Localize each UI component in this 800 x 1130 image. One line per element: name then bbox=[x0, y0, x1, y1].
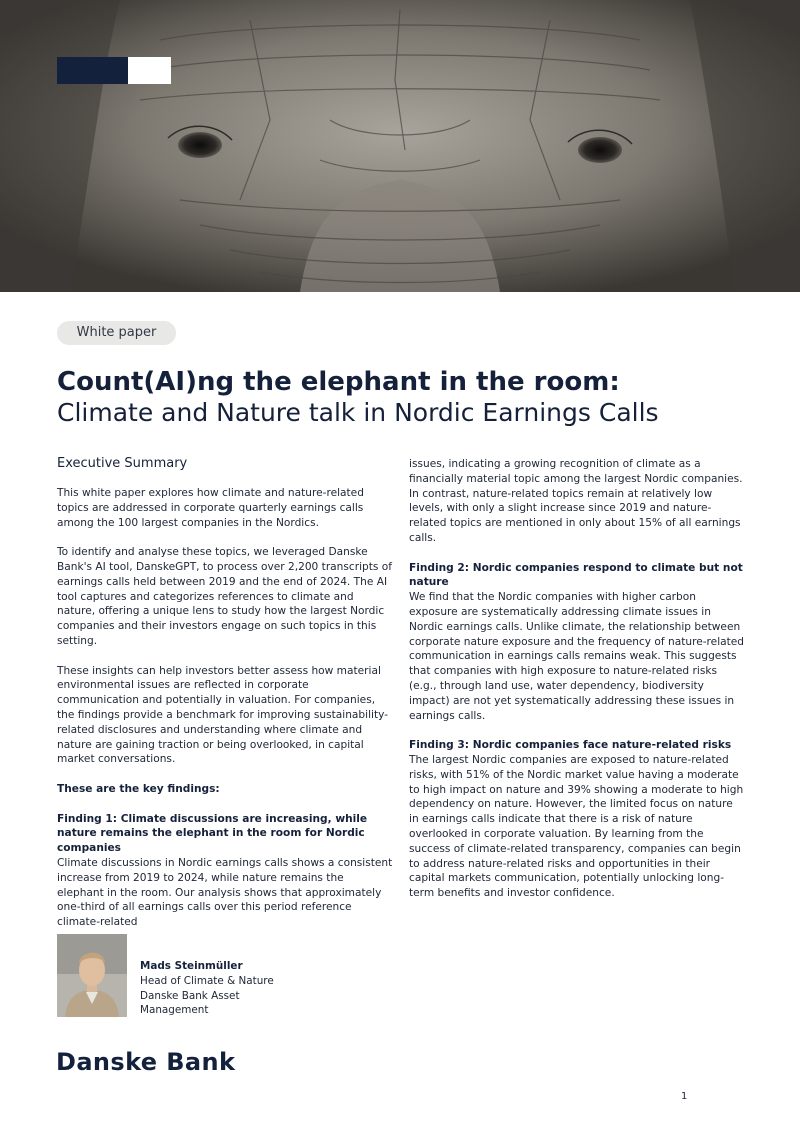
brand-color-bar bbox=[57, 57, 171, 84]
brand-bar-dark bbox=[57, 57, 128, 84]
finding-3-title: Finding 3: Nordic companies face nature-related risks bbox=[409, 739, 732, 752]
finding-1-text: Climate discussions in Nordic earnings calls shows a consistent increase from 2019 to 2024, while nature remains the elephant in the room. Our analysis shows that approximately one-third of all earnings calls over this period reference climate-related bbox=[57, 856, 393, 929]
author-role-line-3: Management bbox=[140, 1004, 209, 1017]
intro-paragraph: This white paper explores how climate and nature-related topics are addressed in corporate quarterly earnings calls among the 100 largest companies in the Nordics. bbox=[57, 487, 364, 529]
left-column bbox=[57, 455, 393, 930]
page-number: 1 bbox=[681, 1091, 688, 1102]
title-line-2: Climate and Nature talk in Nordic Earnings Calls bbox=[57, 398, 659, 427]
method-paragraph: To identify and analyse these topics, we leveraged Danske Bank's AI tool, DanskeGPT, to process over 2,200 transcripts of earnings calls held between 2019 and the end of 2024. The AI tool captures and categorizes references to climate and nature, offering a unique lens to study how the largest Nordic companies and their investors engage on such topics in this setting. bbox=[57, 546, 393, 647]
author-name: Mads Steinmüller bbox=[140, 960, 243, 972]
document-type-badge: White paper bbox=[57, 321, 176, 345]
author-portrait-illustration bbox=[57, 934, 127, 1017]
executive-summary-heading: Executive Summary bbox=[57, 456, 188, 471]
hero-elephant-image bbox=[0, 0, 800, 292]
title-line-1: Count(AI)ng the elephant in the room: bbox=[57, 367, 620, 397]
brand-bar-light bbox=[128, 57, 171, 84]
page-title bbox=[57, 366, 757, 428]
author-block bbox=[140, 959, 274, 1018]
author-photo bbox=[57, 934, 127, 1017]
finding-1-continuation: issues, indicating a growing recognition of climate as a financially material topic among the largest Nordic companies. In contrast, nature-related topics remain at relatively low levels, with only a slight increase since 2019 and nature-related topics are mentioned in only about 15% of all earnings calls. bbox=[409, 458, 743, 544]
right-column bbox=[409, 457, 745, 901]
finding-2-text: We find that the Nordic companies with higher carbon exposure are systematically addressing climate issues in Nordic earnings calls. Unlike climate, the relationship between corporate nature exposure and the frequency of nature-related communication in earnings calls remains weak. This suggests that companies with high exposure to nature-related risks (e.g., through land use, water dependency, biodiversity impact) are not yet systematically addressing these issues in earnings calls. bbox=[409, 591, 745, 722]
elephant-illustration bbox=[0, 0, 800, 292]
danske-bank-logo: Danske Bank bbox=[56, 1048, 236, 1076]
finding-2-title: Finding 2: Nordic companies respond to climate but not nature bbox=[409, 561, 743, 589]
key-findings-heading: These are the key findings: bbox=[57, 782, 220, 795]
insights-paragraph: These insights can help investors better assess how material environmental issues are reflected in corporate communication and potentially in valuation. For companies, the findings provide a benchmark for improving sustainability-related disclosures and understanding where climate and nature are gaining traction or being overlooked, in capital market conversations. bbox=[57, 664, 389, 766]
author-role-line-1: Head of Climate & Nature bbox=[140, 974, 274, 987]
finding-3-text: The largest Nordic companies are exposed to nature-related risks, with 51% of the Nordic market value having a moderate to high impact on nature and 39% showing a moderate to high dependency on nature. However, the limited focus on nature in earnings calls indicate that there is a risk of nature overlooked in corporate valuation. By learning from the success of climate-related transparency, companies can begin to address nature-related risks and opportunities in their capital markets communication, potentially unlocking long-term benefits and investor confidence. bbox=[409, 753, 744, 900]
author-role-line-2: Danske Bank Asset bbox=[140, 989, 240, 1002]
finding-1-title: Finding 1: Climate discussions are increasing, while nature remains the elephant in the room for Nordic companies bbox=[57, 812, 368, 855]
